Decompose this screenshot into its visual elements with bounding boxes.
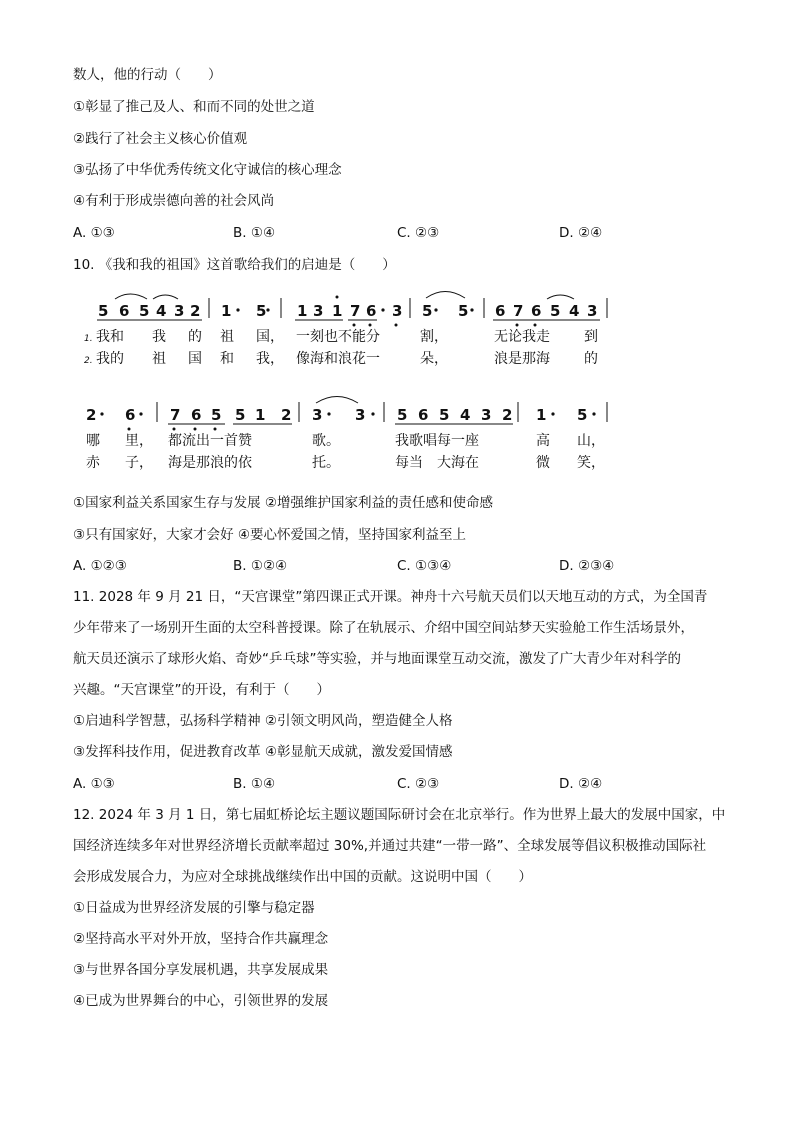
q12-stem-line-2: 国经济连续多年对世界经济增长贡献率超过 30%,并通过共建“一带一路”、全球发展等倡议积极推动国际社	[73, 838, 707, 854]
q12-stem-line-3: 会形成发展合力，为应对全球挑战继续作出中国的贡献。这说明中国（ ）	[73, 869, 532, 885]
lyric: 朵，	[420, 351, 448, 367]
note: 2	[281, 406, 292, 424]
note-dot	[551, 412, 554, 415]
octave-dot	[214, 428, 217, 431]
q10-options	[73, 557, 713, 575]
verse-number: 2.	[84, 356, 93, 366]
q9-options	[73, 224, 713, 242]
note-dot	[371, 412, 374, 415]
note: 7	[350, 302, 361, 320]
lyric: 哪	[86, 433, 100, 449]
lyric: 每当 大海在	[395, 455, 479, 471]
lyric: 无论我走	[494, 329, 550, 345]
q9-item-3: ③弘扬了中华优秀传统文化守诚信的核心理念	[73, 162, 342, 178]
q12-stem-line-1: 12. 2024 年 3 月 1 日，第七届虹桥论坛主题议题国际研讨会在北京举行。作为世界上最大的发展中国家，中	[73, 807, 726, 823]
note-dot	[470, 308, 473, 311]
lyric: 我歌唱每一座	[395, 433, 479, 449]
q10-option-d[interactable]: D. ②③④	[559, 558, 615, 574]
score-row-2	[86, 397, 607, 472]
octave-dot	[173, 428, 176, 431]
q11-option-d[interactable]: D. ②④	[559, 776, 603, 792]
lyric: 祖	[220, 329, 234, 345]
octave-dot	[353, 324, 356, 327]
note: 6	[531, 302, 542, 320]
lyric: 里，	[125, 433, 153, 449]
note-dot	[139, 412, 142, 415]
lyric: 歌。	[312, 433, 340, 449]
slur	[153, 295, 178, 299]
lyric: 国	[188, 351, 202, 367]
lyric: 高	[536, 433, 550, 449]
note: 2	[190, 302, 201, 320]
lyric: 国，	[256, 329, 284, 345]
lyric: 祖	[152, 351, 166, 367]
q9-item-1: ①彰显了推己及人、和而不同的处世之道	[73, 99, 315, 115]
lyric: 我	[152, 329, 166, 345]
lyric: 像海和浪花一	[296, 351, 380, 367]
q11-items-line-1: ①启迪科学智慧，弘扬科学精神 ②引领文明风尚，塑造健全人格	[73, 713, 453, 729]
note: 2	[86, 406, 97, 424]
note: 6	[119, 302, 130, 320]
lyric: 山，	[577, 433, 605, 449]
note-dot	[100, 412, 103, 415]
lyric: 我和	[96, 329, 124, 345]
q12-item-2: ②坚持高水平对外开放，坚持合作共赢理念	[73, 931, 329, 947]
octave-dot	[395, 324, 398, 327]
q11-options	[73, 775, 713, 793]
lyric: 和	[220, 351, 234, 367]
note: 3	[174, 302, 185, 320]
note: 6	[495, 302, 506, 320]
lyric: 托。	[312, 455, 340, 471]
note: 3	[313, 302, 324, 320]
q11-option-a[interactable]: A. ①③	[73, 776, 115, 792]
q12-item-1: ①日益成为世界经济发展的引擎与稳定器	[73, 900, 315, 916]
q11-stem-line-1: 11. 2028 年 9 月 21 日，“天宫课堂”第四课正式开课。神舟十六号航天员们以天地互动的方式，为全国青	[73, 589, 708, 605]
note-dot	[381, 308, 384, 311]
q9-item-4: ④有利于形成崇德向善的社会风尚	[73, 193, 275, 209]
q11-items-line-2: ③发挥科技作用，促进教育改革 ④彰显航天成就，激发爱国情感	[73, 744, 453, 760]
note: 3	[355, 406, 366, 424]
q11-option-c[interactable]: C. ②③	[397, 776, 440, 792]
note: 2	[502, 406, 513, 424]
q11-option-b[interactable]: B. ①④	[233, 776, 276, 792]
lyric: 海是那浪的依	[168, 455, 252, 471]
lyric: 我的	[96, 351, 124, 367]
q9-stem-tail: 数人，他的行动（ ）	[73, 67, 222, 83]
score-row-1	[84, 292, 607, 368]
note: 5	[139, 302, 150, 320]
q10-option-a[interactable]: A. ①②③	[73, 558, 127, 574]
note: 1	[297, 302, 308, 320]
note: 4	[156, 302, 167, 320]
q10-option-b[interactable]: B. ①②④	[233, 558, 288, 574]
octave-dot	[194, 428, 197, 431]
note: 5	[98, 302, 109, 320]
note: 1	[221, 302, 232, 320]
lyric: 微	[536, 455, 550, 471]
note: 4	[460, 406, 471, 424]
note-dot	[236, 308, 239, 311]
lyric: 的	[188, 329, 202, 345]
note: 5	[211, 406, 222, 424]
note: 5	[422, 302, 433, 320]
note: 7	[513, 302, 524, 320]
octave-dot	[369, 324, 372, 327]
note: 7	[170, 406, 181, 424]
verse-number: 1.	[84, 334, 93, 344]
octave-dot	[516, 324, 519, 327]
lyric: 我，	[256, 351, 284, 367]
note-dot	[592, 412, 595, 415]
lyric: 子，	[125, 455, 153, 471]
note-dot	[327, 412, 330, 415]
note: 6	[125, 406, 136, 424]
note: 3	[312, 406, 323, 424]
lyric: 的	[584, 351, 598, 367]
q9-option-d[interactable]: D. ②④	[559, 225, 603, 241]
note: 1	[332, 302, 343, 320]
lyric: 割，	[420, 329, 448, 345]
note: 1	[255, 406, 266, 424]
note: 5	[397, 406, 408, 424]
octave-dot	[128, 428, 131, 431]
q9-item-2: ②践行了社会主义核心价值观	[73, 131, 248, 147]
note: 5	[577, 406, 588, 424]
lyric: 浪是那海	[494, 351, 550, 367]
note: 6	[191, 406, 202, 424]
lyric: 一刻也不能分	[296, 329, 380, 345]
q11-stem-line-4: 兴趣。“天宫课堂”的开设，有利于（ ）	[73, 682, 330, 698]
q11-stem-line-3: 航天员还演示了球形火焰、奇妙“乒乓球”等实验，并与地面课堂互动交流，激发了广大青少年对科学的	[73, 651, 681, 667]
slur	[115, 294, 147, 299]
q12-item-4: ④已成为世界舞台的中心，引领世界的发展	[73, 993, 329, 1009]
note: 1	[536, 406, 547, 424]
q9-option-c[interactable]: C. ②③	[397, 225, 440, 241]
note: 5	[256, 302, 267, 320]
q10-items-line-2: ③只有国家好，大家才会好 ④要心怀爱国之情，坚持国家利益至上	[73, 527, 466, 543]
note: 5	[458, 302, 469, 320]
note: 4	[569, 302, 580, 320]
q10-stem: 10. 《我和我的祖国》这首歌给我们的启迪是（ ）	[73, 257, 396, 273]
slur	[316, 397, 358, 404]
slur	[547, 295, 574, 299]
note: 3	[481, 406, 492, 424]
note-dot	[434, 308, 437, 311]
lyric: 笑，	[577, 455, 605, 471]
note: 3	[392, 302, 403, 320]
octave-dot	[336, 296, 339, 299]
q10-option-c[interactable]: C. ①③④	[397, 558, 452, 574]
lyric: 都流出一首赞	[168, 433, 252, 449]
q10-items-line-1: ①国家利益关系国家生存与发展 ②增强维护国家利益的责任感和使命感	[73, 495, 493, 511]
note-dot	[266, 308, 269, 311]
q9-option-a[interactable]: A. ①③	[73, 225, 115, 241]
lyric: 到	[584, 329, 598, 345]
octave-dot	[534, 324, 537, 327]
note: 5	[235, 406, 246, 424]
q11-stem-line-2: 少年带来了一场别开生面的太空科普授课。除了在轨展示、介绍中国空间站梦天实验舱工作生活场景外，	[73, 620, 694, 636]
note: 3	[587, 302, 598, 320]
q12-item-3: ③与世界各国分享发展机遇，共享发展成果	[73, 962, 329, 978]
lyric: 赤	[86, 455, 100, 471]
note: 6	[418, 406, 429, 424]
note: 6	[366, 302, 377, 320]
note: 5	[550, 302, 561, 320]
q9-option-b[interactable]: B. ①④	[233, 225, 276, 241]
note: 5	[439, 406, 450, 424]
slur	[426, 292, 465, 299]
